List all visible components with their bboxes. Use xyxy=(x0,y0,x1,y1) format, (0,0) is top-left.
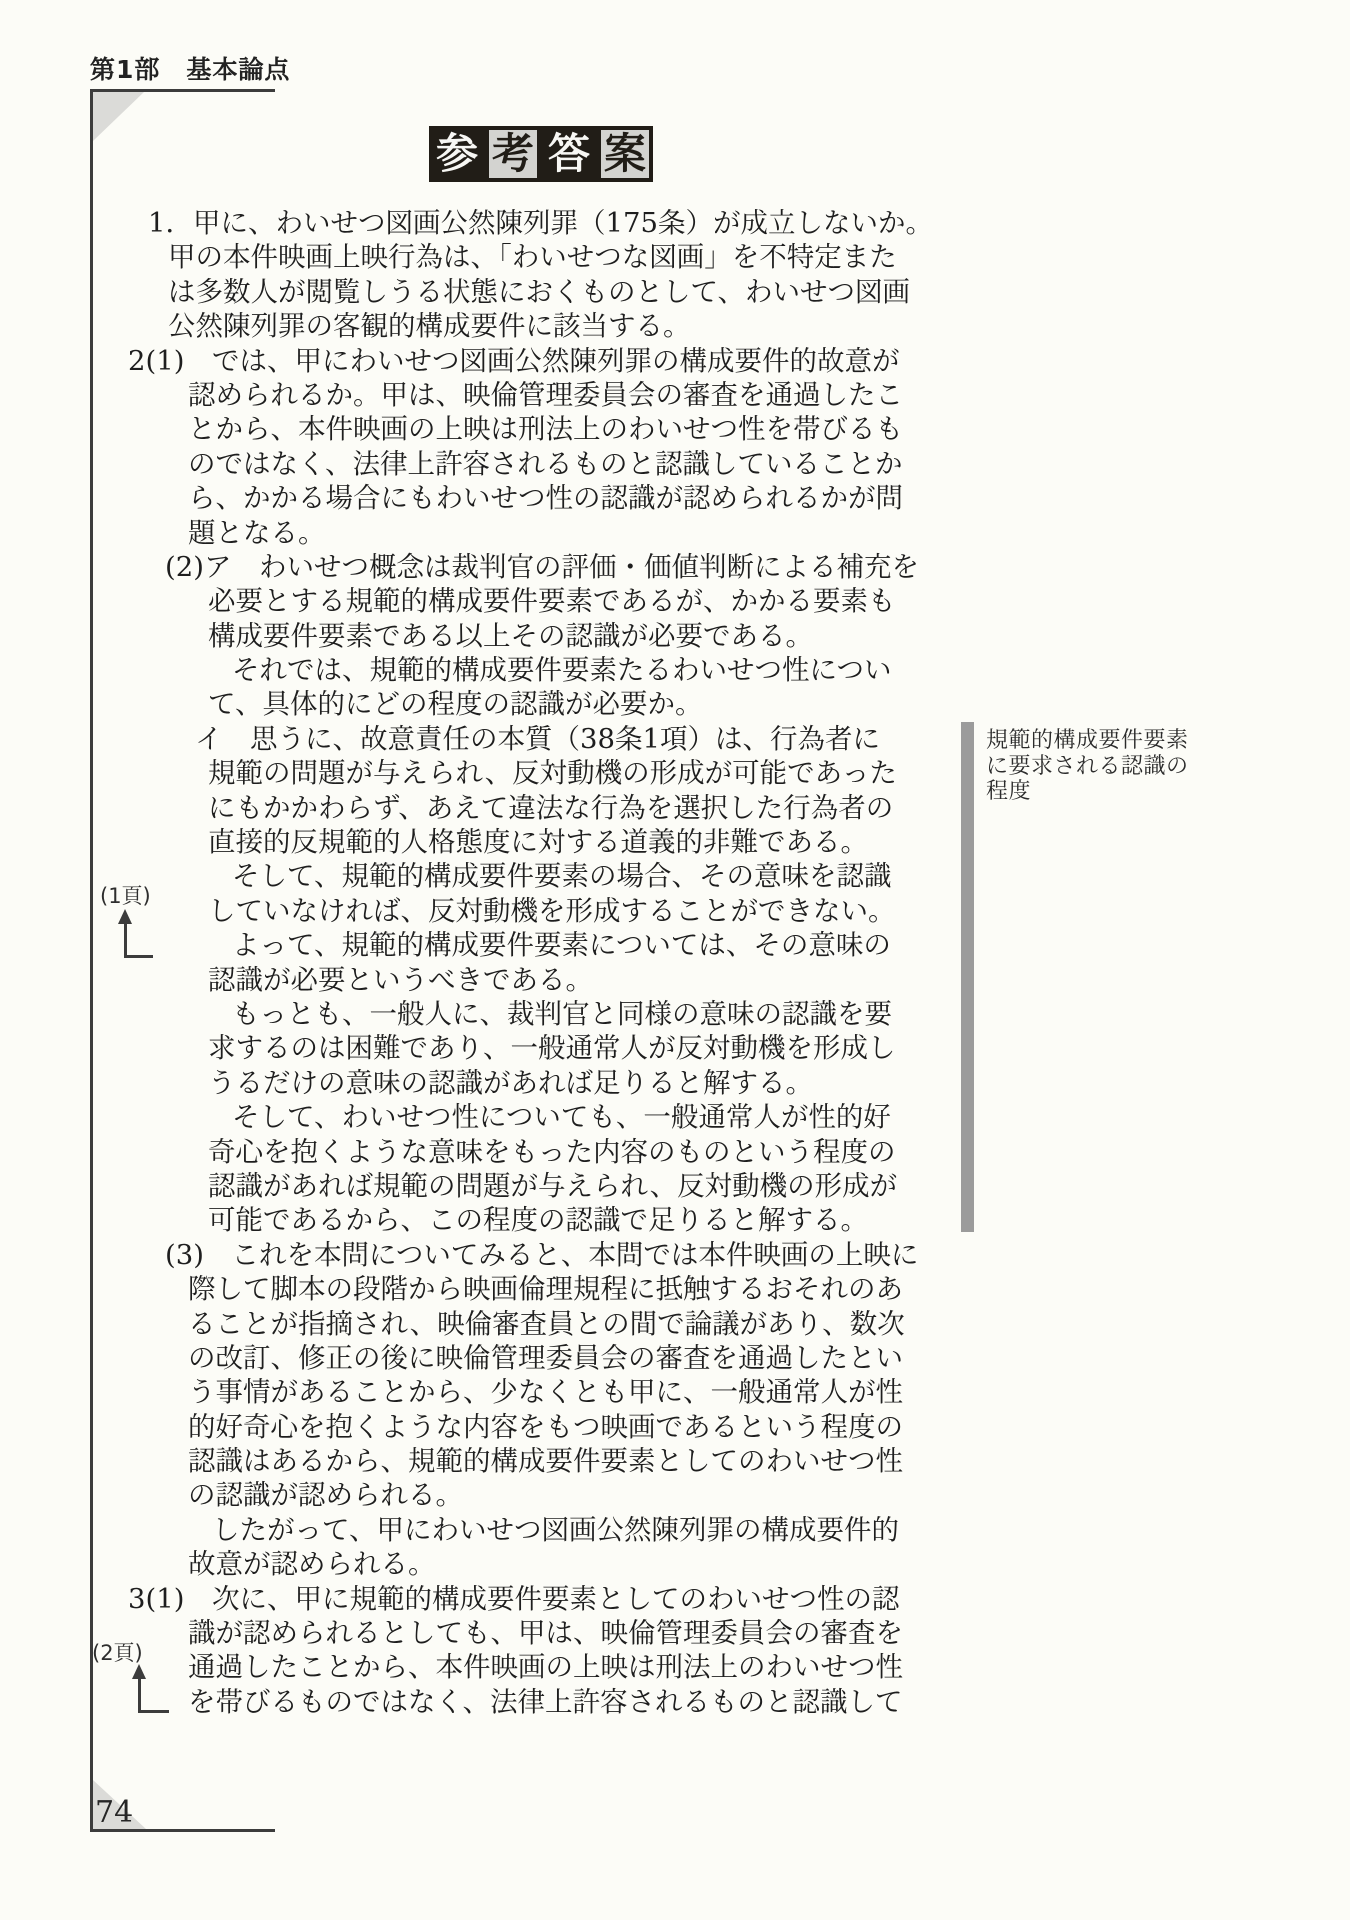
side-note-line: に要求される認識の xyxy=(986,753,1189,779)
body-line: 故意が認められる。 xyxy=(188,1548,436,1581)
page1-marker-label: (1頁) xyxy=(100,884,151,908)
body-line: の改訂、修正の後に映倫管理委員会の審査を通過したとい xyxy=(188,1341,903,1374)
body-line: の認識が認められる。 xyxy=(188,1479,463,1512)
page-number: 74 xyxy=(95,1795,134,1830)
section-title xyxy=(429,126,653,182)
body-line: イ 思うに、故意責任の本質（38条1項）は、行為者に xyxy=(195,722,880,755)
body-line: そして、規範的構成要件要素の場合、その意味を認識 xyxy=(232,860,892,893)
body-line: 的好奇心を抱くような内容をもつ映画であるという程度の xyxy=(188,1410,903,1443)
title-char: 答 xyxy=(541,126,597,182)
body-line: (2)ア わいせつ概念は裁判官の評価・価値判断による補充を xyxy=(165,550,919,583)
body-line: て、具体的にどの程度の認識が必要か。 xyxy=(208,688,703,721)
answer-text xyxy=(0,206,1350,1719)
body-line: もっとも、一般人に、裁判官と同様の意味の認識を要 xyxy=(232,997,892,1030)
body-line: そして、わいせつ性についても、一般通常人が性的好 xyxy=(232,1101,891,1134)
body-line: 1．甲に、わいせつ図画公然陳列罪（175条）が成立しないか。 xyxy=(148,207,933,239)
top-corner-triangle xyxy=(93,92,144,141)
body-line: を帯びるものではなく、法律上許容されるものと認識して xyxy=(188,1685,903,1718)
body-line: う事情があることから、少なくとも甲に、一般通常人が性 xyxy=(188,1376,903,1409)
body-line: 奇心を抱くような意味をもった内容のものという程度の xyxy=(208,1135,896,1168)
body-line: それでは、規範的構成要件要素たるわいせつ性につい xyxy=(232,654,892,687)
body-line: 認識が必要というべきである。 xyxy=(208,963,593,996)
body-line: よって、規範的構成要件要素については、その意味の xyxy=(232,929,891,962)
body-line: 認識はあるから、規範的構成要件要素としてのわいせつ性 xyxy=(188,1445,903,1478)
body-line: 3(1) 次に、甲に規範的構成要件要素としてのわいせつ性の認 xyxy=(128,1582,900,1615)
title-char: 参 xyxy=(429,126,485,182)
body-line: していなければ、反対動機を形成することができない。 xyxy=(208,894,896,927)
body-line: ることが指摘され、映倫審査員との間で論議があり、数次 xyxy=(188,1307,905,1340)
header-rule xyxy=(90,89,275,92)
body-line: うるだけの意味の認識があれば足りると解する。 xyxy=(208,1066,813,1099)
side-note xyxy=(986,728,1196,805)
body-line: 直接的反規範的人格態度に対する道義的非難である。 xyxy=(208,826,868,859)
body-line: にもかかわらず、あえて違法な行為を選択した行為者の xyxy=(208,791,894,824)
body-line: のではなく、法律上許容されるものと認識していることか xyxy=(188,447,903,480)
body-line: 2(1) では、甲にわいせつ図画公然陳列罪の構成要件的故意が xyxy=(128,344,900,377)
body-line: 公然陳列罪の客観的構成要件に該当する。 xyxy=(168,310,691,343)
body-line: 構成要件要素である以上その認識が必要である。 xyxy=(208,619,813,652)
body-line: 際して脚本の段階から映画倫理規程に抵触するおそれのあ xyxy=(188,1273,903,1306)
page1-marker-arrow-line xyxy=(124,922,153,958)
side-note-bar xyxy=(961,722,974,1232)
body-line: 甲の本件映画上映行為は、「わいせつな図画」を不特定また xyxy=(168,241,897,274)
body-line: (3) これを本問についてみると、本問では本件映画の上映に xyxy=(165,1238,919,1271)
page2-marker-label: (2頁) xyxy=(92,1641,143,1665)
body-line: 認識があれば規範の問題が与えられ、反対動機の形成が xyxy=(208,1169,898,1202)
page2-marker-arrow-line xyxy=(138,1677,169,1713)
side-note-line: 規範的構成要件要素 xyxy=(986,728,1189,753)
title-char: 考 xyxy=(485,126,541,182)
body-line: 必要とする規範的構成要件要素であるが、かかる要素も xyxy=(208,585,896,618)
title-char: 案 xyxy=(597,126,653,182)
body-line: 通過したことから、本件映画の上映は刑法上のわいせつ性 xyxy=(188,1651,903,1684)
body-line: 識が認められるとしても、甲は、映倫管理委員会の審査を xyxy=(188,1617,903,1650)
body-line: とから、本件映画の上映は刑法上のわいせつ性を帯びるも xyxy=(188,413,903,446)
body-line: 求するのは困難であり、一般通常人が反対動機を形成し xyxy=(208,1032,896,1065)
side-note-line: 程度 xyxy=(986,779,1032,805)
body-line: 規範の問題が与えられ、反対動機の形成が可能であった xyxy=(208,757,897,790)
body-line: 可能であるから、この程度の認識で足りると解する。 xyxy=(208,1204,868,1237)
body-line: 題となる。 xyxy=(188,516,326,549)
body-line: したがって、甲にわいせつ図画公然陳列罪の構成要件的 xyxy=(212,1513,899,1546)
body-line: 認められるか。甲は、映倫管理委員会の審査を通過したこ xyxy=(188,378,903,411)
body-line: は多数人が閲覧しうる状態におくものとして、わいせつ図画 xyxy=(168,275,910,308)
chapter-header: 第1部 基本論点 xyxy=(90,55,291,84)
body-line: ら、かかる場合にもわいせつ性の認識が認められるかが問 xyxy=(188,482,903,515)
